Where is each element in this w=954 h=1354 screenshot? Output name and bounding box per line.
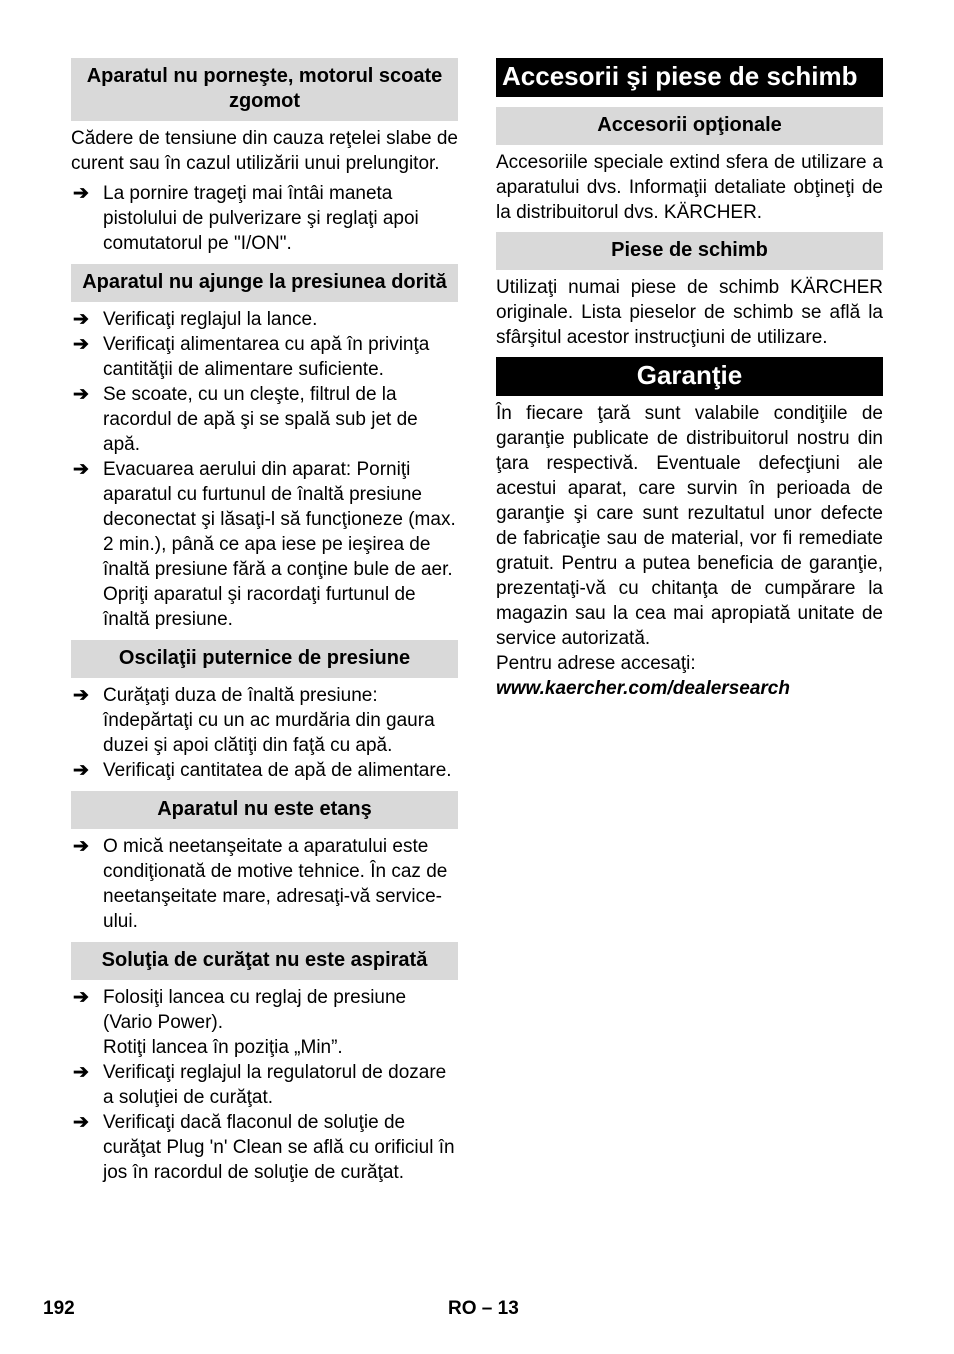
- main-heading: Garanţie: [496, 357, 883, 396]
- right-column: [496, 58, 883, 701]
- list-item: [71, 457, 458, 632]
- step-text: Evacuarea aerului din aparat: Porniţi aparatul cu furtunul de înaltă presiune deconectat şi lăsaţi-l să funcţioneze (max. 2 min.), până ce apa iese pe ieşirea de înaltă presiune fără a conţine bule de aer. Opriţi aparatul şi racordaţi furtunul de înaltă presiune.: [103, 459, 456, 630]
- step-list: [71, 307, 458, 632]
- arrow-icon: ➔: [73, 1062, 89, 1083]
- step-text: Verificaţi reglajul la regulatorul de dozare a soluţiei de curăţat.: [103, 1062, 447, 1108]
- list-item: [71, 1110, 458, 1185]
- section-heading: Aparatul nu ajunge la presiunea dorită: [71, 264, 458, 302]
- list-item: [71, 683, 458, 758]
- section-heading: Soluţia de curăţat nu este aspirată: [71, 942, 458, 980]
- left-column: [71, 58, 458, 1193]
- section-heading: Aparatul nu porneşte, motorul scoate zgomot: [71, 58, 458, 121]
- step-text: Verificaţi cantitatea de apă de alimentare.: [103, 760, 452, 781]
- step-text: O mică neetanşeitate a aparatului este condiţionată de motive tehnice. În caz de neetanşeitate mare, adresaţi-vă service-ului.: [103, 836, 448, 932]
- paragraph: Accesoriile speciale extind sfera de utilizare a aparatului dvs. Informaţii detaliate obţineţi de la distribuitorul dvs. KÄRCHER.: [496, 152, 883, 223]
- list-item: [71, 834, 458, 934]
- paragraph: Pentru adrese accesaţi:: [496, 653, 696, 674]
- paragraph: Cădere de tensiune din cauza reţelei slabe de curent sau în cazul utilizării unui prelungitor.: [71, 128, 458, 174]
- arrow-icon: ➔: [73, 384, 89, 405]
- step-list: [71, 683, 458, 783]
- language-page-label: RO – 13: [448, 1298, 519, 1319]
- step-list: [71, 181, 458, 256]
- section-heading: Piese de schimb: [496, 232, 883, 270]
- list-item: [71, 985, 458, 1060]
- step-text: La pornire trageţi mai întâi maneta pistolului de pulverizare şi reglaţi apoi comutatorul pe "I/ON".: [103, 183, 419, 254]
- arrow-icon: ➔: [73, 334, 89, 355]
- list-item: [71, 1060, 458, 1110]
- step-text: Rotiţi lancea în poziţia „Min”.: [103, 1037, 343, 1058]
- list-item: [71, 382, 458, 457]
- section-heading: Accesorii opţionale: [496, 107, 883, 145]
- arrow-icon: ➔: [73, 760, 89, 781]
- arrow-icon: ➔: [73, 309, 89, 330]
- step-text: Verificaţi alimentarea cu apă în privinţa cantităţii de alimentare suficiente.: [103, 334, 430, 380]
- dealer-link[interactable]: www.kaercher.com/dealersearch: [496, 678, 790, 699]
- main-heading: Accesorii şi piese de schimb: [496, 58, 883, 97]
- arrow-icon: ➔: [73, 1112, 89, 1133]
- arrow-icon: ➔: [73, 685, 89, 706]
- paragraph: În fiecare ţară sunt valabile condiţiile de garanţie publicate de distribuitorul nostru din ţara respectivă. Eventuale defecţiuni ale acestui aparat, care survin în perioada de garanţie şi care sunt rezultatul unor defecte de fabricaţie sau de material, vor fi remediate gratuit. Pentru a putea beneficia de garanţie, prezentaţi-vă cu chitanţa de cumpărare la magazin sau la cea mai apropiată unitate de service autorizată.: [496, 403, 883, 649]
- step-text: Se scoate, cu un cleşte, filtrul de la racordul de apă şi se spală sub jet de apă.: [103, 384, 418, 455]
- step-text: Verificaţi reglajul la lance.: [103, 309, 318, 330]
- arrow-icon: ➔: [73, 836, 89, 857]
- step-text: Curăţaţi duza de înaltă presiune: îndepărtaţi cu un ac murdăria din gaura duzei şi apoi clătiţi din faţă cu apă.: [103, 685, 435, 756]
- arrow-icon: ➔: [73, 459, 89, 480]
- list-item: [71, 758, 458, 783]
- list-item: [71, 307, 458, 332]
- list-item: [71, 332, 458, 382]
- arrow-icon: ➔: [73, 987, 89, 1008]
- section-heading: Aparatul nu este etanş: [71, 791, 458, 829]
- step-list: [71, 985, 458, 1185]
- paragraph: Utilizaţi numai piese de schimb KÄRCHER originale. Lista pieselor de schimb se află la sfârşitul acestor instrucţiuni de utilizare.: [496, 277, 883, 348]
- page-number: 192: [43, 1298, 75, 1319]
- section-heading: Oscilaţii puternice de presiune: [71, 640, 458, 678]
- list-item: [71, 181, 458, 256]
- step-list: [71, 834, 458, 934]
- step-text: Folosiţi lancea cu reglaj de presiune (Vario Power).: [103, 987, 407, 1033]
- step-text: Verificaţi dacă flaconul de soluţie de curăţat Plug 'n' Clean se află cu orificiul în jos în racordul de soluţie de curăţat.: [103, 1112, 455, 1183]
- arrow-icon: ➔: [73, 183, 89, 204]
